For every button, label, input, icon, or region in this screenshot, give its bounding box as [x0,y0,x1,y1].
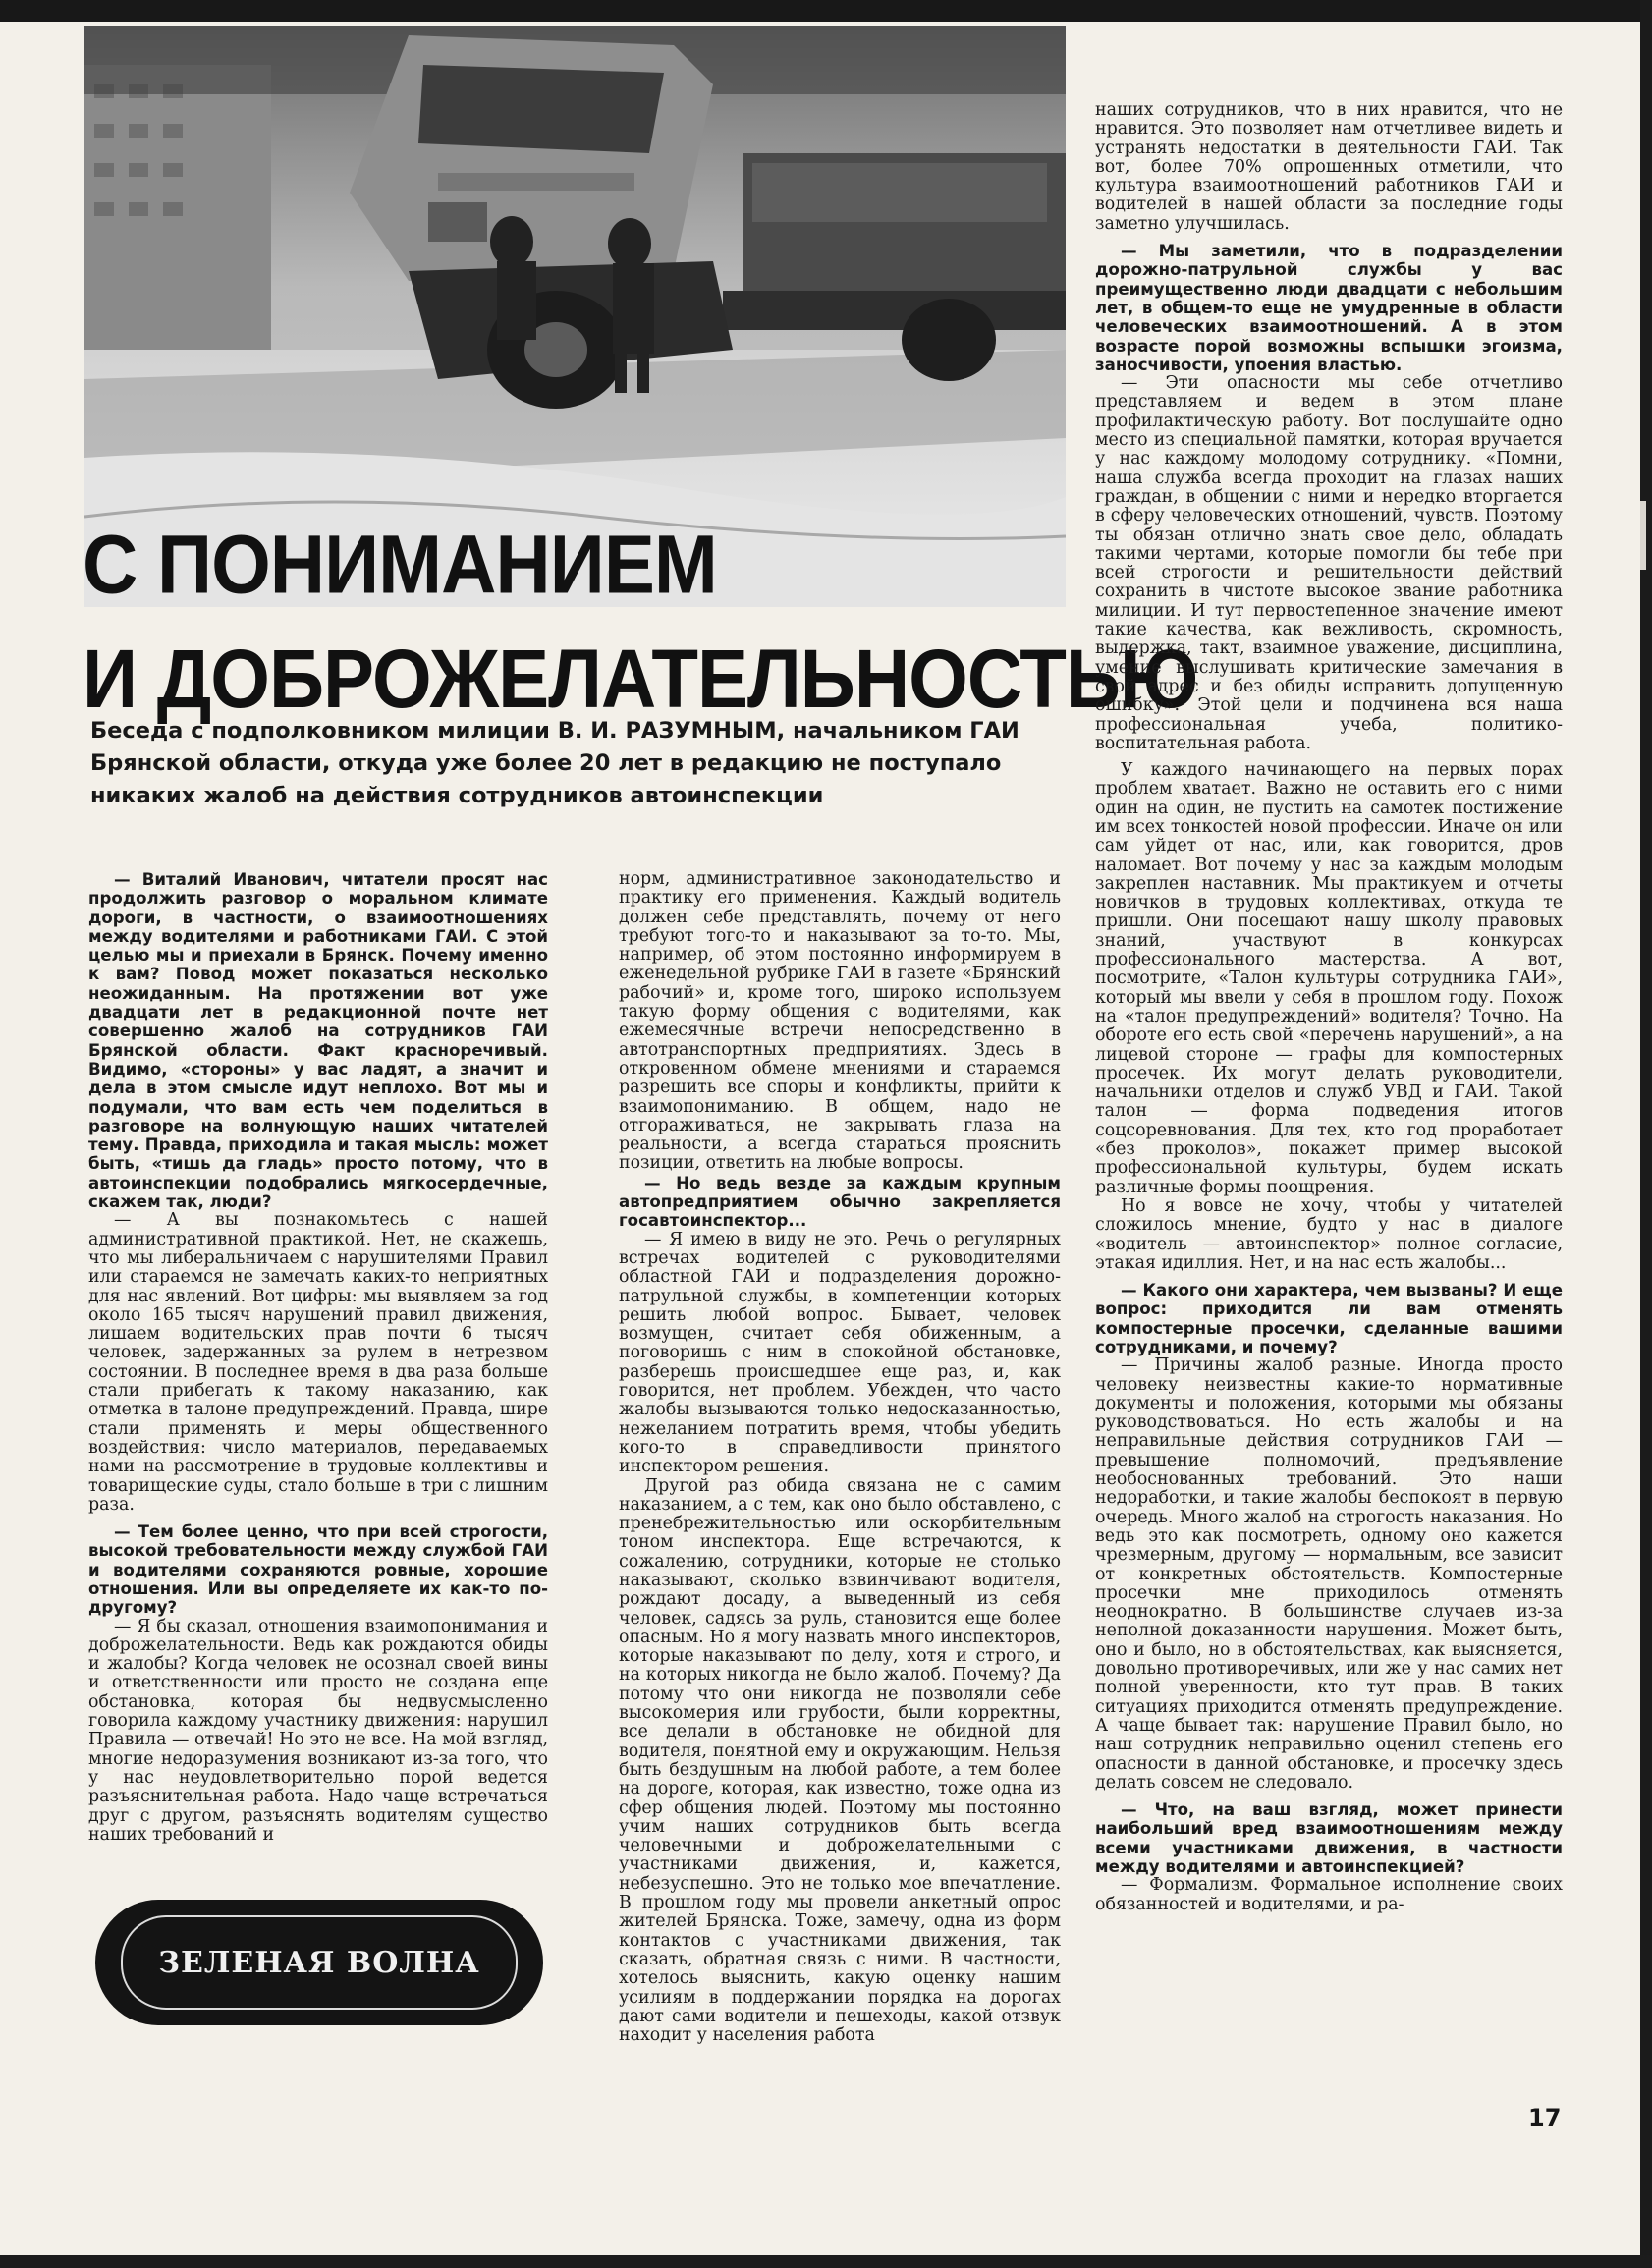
article-title-line-2: И ДОБРОЖЕЛАТЕЛЬНОСТЬЮ [83,632,1198,726]
page-bottom-edge [0,2255,1652,2268]
page-number: 17 [1528,2104,1562,2131]
page-top-edge [0,0,1640,22]
paragraph: — Я бы сказал, отношения взаимопонимания и доброжелательности. Ведь как рождаются обиды и жалобы? Когда человек не осознал своей вины и ответственности или просто не создана еще обстановка, которая бы недвусмысленно говорила каждому участнику движения: нарушил Правила — отвечай! Но это не все. На мой взгляд, многие недоразумения возникают из-за того, что у нас неудовлетворительно порой ведется разъяснительная работа. Надо чаще встречаться друг с другом, разъяснять водителям существо наших требований и [88,1616,548,1845]
paragraph: — Тем более ценно, что при всей строгости, высокой требовательности между службой ГАИ и водителями сохраняются ровные, хорошие отношения. Или вы определяете их как-то по-другому? [88,1522,548,1618]
article-title [83,507,1198,736]
rubric-badge [95,1900,543,2025]
rubric-label: ЗЕЛЕНАЯ ВОЛНА [121,1915,518,2010]
article-subtitle: Беседа с подполковником милиции В. И. РАЗУМНЫМ, начальником ГАИ Брянской области, откуда уже более 20 лет в редакцию не поступало никаких жалоб на действия сотрудников автоинспекции [90,718,1019,808]
paragraph: — Формализм. Формальное исполнение своих обязанностей и водителями, и ра- [1095,1875,1563,1914]
paragraph: — А вы познакомьтесь с нашей административной практикой. Нет, не скажешь, что мы либеральничаем с нарушителями Правил или стараемся не замечать каких-то неприятных для нас явлений. Вот цифры: мы выявляем за год около 165 тысяч нарушений правил движения, лишаем водительских прав почти 6 тысяч человек, задержанных за рулем в нетрезвом состоянии. В последнее время в два раза больше стали прибегать к такому наказанию, как отметка в талоне предупреждений. Правда, шире стали применять и меры общественного воздействия: число материалов, передаваемых нами на рассмотрение в трудовые коллективы и товарищеские суды, стало больше в три с лишним раза. [88,1210,548,1515]
paragraph: — Виталий Иванович, читатели просят нас продолжить разговор о моральном климате дороги, в частности, о взаимоотношениях между водителями и работниками ГАИ. С этой целью мы и приехали в Брянск. Почему именно к вам? Повод может показаться несколько неожиданным. На протяжении вот уже двадцати лет в редакционной почте нет совершенно жалоб на сотрудников ГАИ Брянской области. Факт красноречивый. Видимо, «стороны» у вас ладят, а значит и дела в этом смысле идут неплохо. Вот мы и подумали, что вам есть чем поделиться в разговоре на волнующую наших читателей тему. Правда, приходила и такая мысль: может быть, «тишь да гладь» просто потому, что в автоинспекции подобрались мягкосердечные, скажем так, люди? [88,870,548,1212]
article-title-line-1: С ПОНИМАНИЕМ [83,517,717,611]
binding-tab [1640,501,1646,570]
paragraph: У каждого начинающего на первых порах проблем хватает. Важно не оставить его с ними один на один, не пустить на самотек постижение им всех тонкостей новой профессии. Иначе он или сам уйдет от нас, или, как говорится, дров наломает. Вот почему у нас за каждым молодым закреплен наставник. Мы практикуем и отчеты новичков в трудовых коллективах, откуда те пришли. Они посещают нашу школу правовых знаний, участвуют в конкурсах профессионального мастерства. А вот, посмотрите, «Талон культуры сотрудника ГАИ», который мы ввели у себя в прошлом году. Похож на «талон предупреждений» водителя? Точно. На обороте его есть свой «перечень нарушений», а на лицевой стороне — графы для компостерных просечек. Их могут делать руководители, начальники отделов и служб УВД и ГАИ. Такой талон — форма подведения итогов соцсоревнования. Для тех, кто год проработает «без проколов», покажет пример высокой профессиональной культуры, будем искать различные формы поощрения. [1095,760,1563,1197]
paragraph: наших сотрудников, что в них нравится, что не нравится. Это позволяет нам отчетливее видеть и устранять недостатки в деятельности ГАИ. Так вот, более 70% опрошенных отметили, что культура взаимоотношений работников ГАИ и водителей в нашей области за последние годы заметно улучшилась. [1095,100,1563,234]
paragraph: — Эти опасности мы себе отчетливо представляем и ведем в этом плане профилактическую работу. Вот послушайте одно место из специальной памятки, которая вручается у нас каждому молодому сотруднику. «Помни, наша служба всегда проходит на глазах наших граждан, в общении с ними и нередко вторгается в сферу человеческих отношений, чувств. Поэтому ты обязан отлично знать свое дело, обладать такими чертами, которые помогли бы тебе при всей строгости и решительности действий сохранить в чистоте высокое звание работника милиции. И тут первостепенное значение имеют такие качества, как вежливость, скромность, выдержка, такт, взаимное уважение, дисциплина, умение выслушивать критические замечания в свой адрес и без обиды исправить допущенную ошибку». Этой цели и подчинена вся наша профессиональная учеба, политико-воспитательная работа. [1095,373,1563,753]
paragraph: — Мы заметили, что в подразделении дорожно-патрульной службы у вас преимущественно люди двадцати с небольшим лет, в общем-то еще не умудренные в области человеческих взаимоотношений. А в этом возрасте порой возможны вспышки эгоизма, заносчивости, упоения властью. [1095,242,1563,374]
paragraph: норм, административное законодательство и практику его применения. Каждый водитель должен себе представлять, почему от него требуют того-то и наказывают за то-то. Мы, например, об этом постоянно информируем в еженедельной рубрике ГАИ в газете «Брянский рабочий» и, кроме того, широко используем такую форму общения с водителями, как ежемесячные встречи непосредственно в автотранспортных предприятиях. Здесь в откровенном обмене мнениями и стараемся разрешить все споры и конфликты, прийти к взаимопониманию. В общем, надо не отгораживаться, не закрывать глаза на реальности, а всегда стараться прояснить позиции, ответить на любые вопросы. [619,869,1061,1174]
paragraph: — Я имею в виду не это. Речь о регулярных встречах водителей с руководителями областной ГАИ и подразделения дорожно-патрульной службы, в компетенции которых решить любой вопрос. Бывает, человек возмущен, считает себя обиженным, а поговоришь с ним в спокойной обстановке, разберешь происшедшее еще раз, и, как говорится, нет проблем. Убежден, что часто жалобы вызываются только недосказанностью, нежеланием потратить время, чтобы убедить кого-то в справедливости принятого инспектором решения. [619,1229,1061,1477]
paragraph: — Причины жалоб разные. Иногда просто человеку неизвестны какие-то нормативные документы и положения, которыми мы обязаны руководствоваться. Но есть жалобы и на неправильные действия сотрудников ГАИ — превышение полномочий, предъявление необоснованных требований. Это наши недоработки, и такие жалобы беспокоят в первую очередь. Много жалоб на строгость наказания. Но ведь это как посмотреть, одному оно кажется чрезмерным, другому — нормальным, все зависит от конкретных обстоятельств. Компостерные просечки мне приходилось отменять неоднократно. В большинстве случаев из-за неполной доказанности нарушения. Может быть, оно и было, но в обстоятельствах, как выясняется, довольно противоречивых, или же у нас самих нет полной уверенности, кто тут прав. В таких ситуациях приходится отменять предупреждение. А чаще бывает так: нарушение Правил было, но наш сотрудник неправильно оценил степень его опасности в данной обстановке, и просечку здесь делать совсем не следовало. [1095,1355,1563,1793]
paragraph: — Какого они характера, чем вызваны? И еще вопрос: приходится ли вам отменять компостерные просечки, сделанные вашими сотрудниками, и почему? [1095,1281,1563,1356]
paragraph: Но я вовсе не хочу, чтобы у читателей сложилось мнение, будто у нас в диалоге «водитель — автоинспектор» полное согласие, этакая идиллия. Нет, и на нас есть жалобы... [1095,1195,1563,1273]
paragraph: Другой раз обида связана не с самим наказанием, а с тем, как оно было обставлено, с пренебрежительностью или оскорбительным тоном инспектора. Еще встречаются, к сожалению, сотрудники, которые не столько наказывают, сколько взвинчивают водителя, рождают досаду, а выведенный из себя человек, садясь за руль, становится еще более опасным. Но я могу назвать много инспекторов, которые наказывают по делу, хотя и строго, и на которых никогда не было жалоб. Почему? Да потому что они никогда не позволяли себе высокомерия или грубости, были корректны, все делали в обстановке не обидной для водителя, понятной ему и окружающим. Нельзя быть бездушным на любой работе, а тем более на дороге, которая, как известно, тоже одна из сфер общения людей. Поэтому мы постоянно учим наших сотрудников быть всегда человечными и доброжелательными с участниками движения, и, кажется, небезуспешно. Это не только мое впечатление. В прошлом году мы провели анкетный опрос жителей Брянска. Тоже, замечу, одна из форм контактов с участниками движения, так сказать, обратная связь с ними. В частности, хотелось выяснить, какую оценку нашим усилиям в поддержании порядка на дорогах дают сами водители и пешеходы, какой отзвук находит у населения работа [619,1475,1061,2046]
text-column-3 [1095,101,1563,1914]
paragraph: — Но ведь везде за каждым крупным автопредприятием обычно закрепляется госавтоинспектор... [619,1173,1061,1231]
binding-edge [1640,0,1652,2268]
text-column-2 [619,870,1061,2045]
paragraph: — Что, на ваш взгляд, может принести наибольший вред взаимоотношениям между всеми участниками движения, в частности между водителями и автоинспекцией? [1095,1800,1563,1877]
text-column-1 [88,870,548,1845]
